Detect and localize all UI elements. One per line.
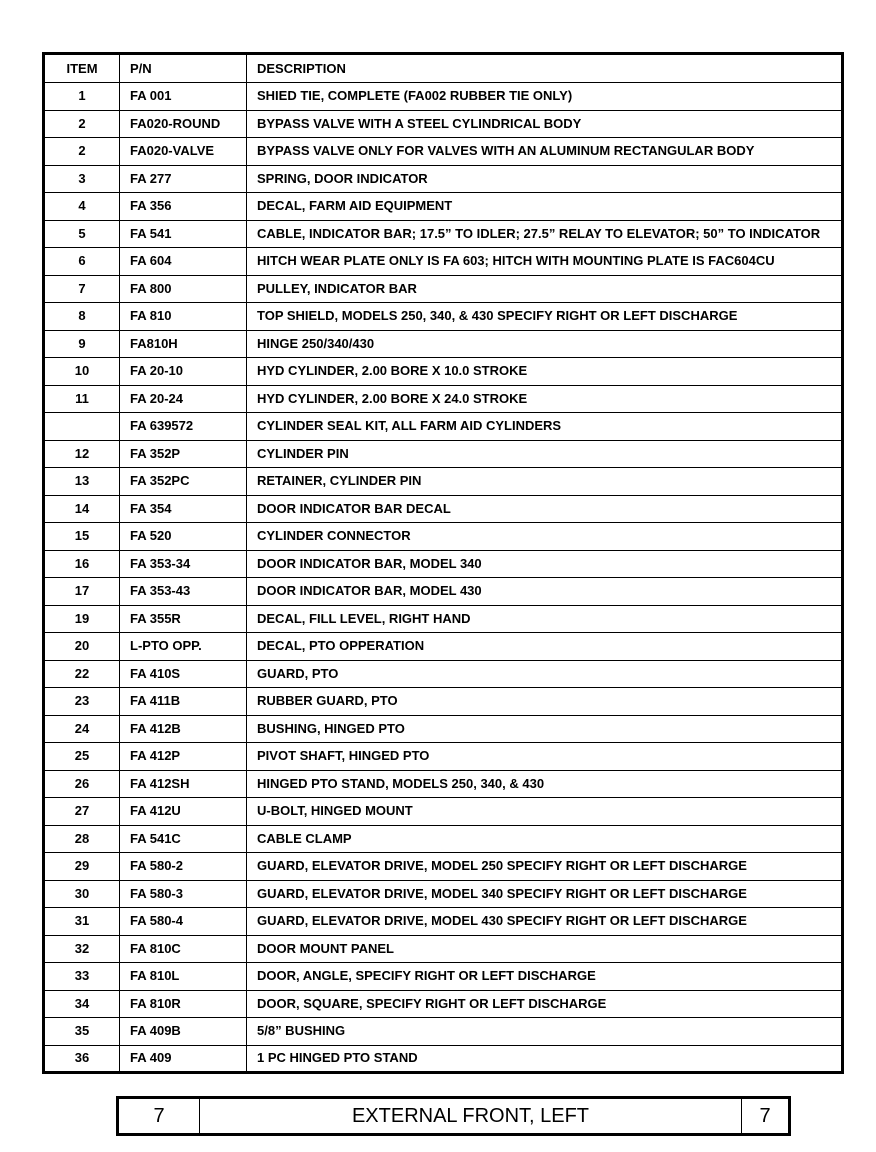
item-cell: 4 xyxy=(44,193,120,221)
item-cell: 22 xyxy=(44,660,120,688)
description-cell: CYLINDER SEAL KIT, ALL FARM AID CYLINDERS xyxy=(247,413,843,441)
pn-cell: FA 352PC xyxy=(120,468,247,496)
pn-cell: FA 810L xyxy=(120,963,247,991)
description-cell: SHIED TIE, COMPLETE (FA002 RUBBER TIE ONLY) xyxy=(247,83,843,111)
table-row xyxy=(44,633,843,661)
item-cell xyxy=(44,413,120,441)
item-cell: 15 xyxy=(44,523,120,551)
table-row xyxy=(44,413,843,441)
table-row xyxy=(44,605,843,633)
description-cell: DOOR, ANGLE, SPECIFY RIGHT OR LEFT DISCHARGE xyxy=(247,963,843,991)
item-cell: 9 xyxy=(44,330,120,358)
item-cell: 23 xyxy=(44,688,120,716)
description-cell: TOP SHIELD, MODELS 250, 340, & 430 SPECIFY RIGHT OR LEFT DISCHARGE xyxy=(247,303,843,331)
table-row xyxy=(44,550,843,578)
table-row xyxy=(44,358,843,386)
table-row xyxy=(44,908,843,936)
item-cell: 17 xyxy=(44,578,120,606)
item-cell: 33 xyxy=(44,963,120,991)
table-row xyxy=(44,110,843,138)
pn-cell: FA 639572 xyxy=(120,413,247,441)
pn-cell: FA 810R xyxy=(120,990,247,1018)
description-cell: BUSHING, HINGED PTO xyxy=(247,715,843,743)
header-pn: P/N xyxy=(120,54,247,83)
description-cell: HYD CYLINDER, 2.00 BORE X 24.0 STROKE xyxy=(247,385,843,413)
table-row xyxy=(44,138,843,166)
description-cell: DECAL, FILL LEVEL, RIGHT HAND xyxy=(247,605,843,633)
pn-cell: FA 411B xyxy=(120,688,247,716)
header-row xyxy=(44,54,843,83)
item-cell: 30 xyxy=(44,880,120,908)
table-row xyxy=(44,935,843,963)
footer-page-right: 7 xyxy=(742,1098,790,1135)
item-cell: 34 xyxy=(44,990,120,1018)
table-row xyxy=(44,495,843,523)
table-row xyxy=(44,715,843,743)
header-item: ITEM xyxy=(44,54,120,83)
pn-cell: FA 810 xyxy=(120,303,247,331)
description-cell: 1 PC HINGED PTO STAND xyxy=(247,1045,843,1073)
item-cell: 27 xyxy=(44,798,120,826)
item-cell: 5 xyxy=(44,220,120,248)
pn-cell: FA 353-43 xyxy=(120,578,247,606)
parts-table xyxy=(42,52,844,1074)
table-row xyxy=(44,523,843,551)
item-cell: 12 xyxy=(44,440,120,468)
description-cell: U-BOLT, HINGED MOUNT xyxy=(247,798,843,826)
item-cell: 2 xyxy=(44,138,120,166)
description-cell: CABLE CLAMP xyxy=(247,825,843,853)
table-row xyxy=(44,83,843,111)
pn-cell: FA020-ROUND xyxy=(120,110,247,138)
item-cell: 3 xyxy=(44,165,120,193)
item-cell: 28 xyxy=(44,825,120,853)
pn-cell: FA 810C xyxy=(120,935,247,963)
table-row xyxy=(44,990,843,1018)
item-cell: 32 xyxy=(44,935,120,963)
table-row xyxy=(44,440,843,468)
description-cell: HINGE 250/340/430 xyxy=(247,330,843,358)
pn-cell: FA 410S xyxy=(120,660,247,688)
description-cell: DOOR INDICATOR BAR DECAL xyxy=(247,495,843,523)
pn-cell: FA 409B xyxy=(120,1018,247,1046)
description-cell: PULLEY, INDICATOR BAR xyxy=(247,275,843,303)
pn-cell: FA 580-2 xyxy=(120,853,247,881)
description-cell: BYPASS VALVE ONLY FOR VALVES WITH AN ALUMINUM RECTANGULAR BODY xyxy=(247,138,843,166)
description-cell: RETAINER, CYLINDER PIN xyxy=(247,468,843,496)
table-row xyxy=(44,330,843,358)
description-cell: DECAL, PTO OPPERATION xyxy=(247,633,843,661)
table-row xyxy=(44,193,843,221)
pn-cell: FA 277 xyxy=(120,165,247,193)
item-cell: 36 xyxy=(44,1045,120,1073)
table-row xyxy=(44,1045,843,1073)
pn-cell: FA 356 xyxy=(120,193,247,221)
pn-cell: FA 541C xyxy=(120,825,247,853)
description-cell: CYLINDER CONNECTOR xyxy=(247,523,843,551)
item-cell: 2 xyxy=(44,110,120,138)
description-cell: CYLINDER PIN xyxy=(247,440,843,468)
pn-cell: FA 353-34 xyxy=(120,550,247,578)
header-description: DESCRIPTION xyxy=(247,54,843,83)
table-row xyxy=(44,385,843,413)
description-cell: GUARD, ELEVATOR DRIVE, MODEL 250 SPECIFY RIGHT OR LEFT DISCHARGE xyxy=(247,853,843,881)
pn-cell: FA 354 xyxy=(120,495,247,523)
item-cell: 26 xyxy=(44,770,120,798)
pn-cell: FA 355R xyxy=(120,605,247,633)
pn-cell: FA 412B xyxy=(120,715,247,743)
description-cell: DECAL, FARM AID EQUIPMENT xyxy=(247,193,843,221)
item-cell: 25 xyxy=(44,743,120,771)
pn-cell: FA 580-4 xyxy=(120,908,247,936)
table-row xyxy=(44,853,843,881)
item-cell: 29 xyxy=(44,853,120,881)
item-cell: 6 xyxy=(44,248,120,276)
item-cell: 24 xyxy=(44,715,120,743)
description-cell: DOOR INDICATOR BAR, MODEL 340 xyxy=(247,550,843,578)
table-row xyxy=(44,963,843,991)
item-cell: 16 xyxy=(44,550,120,578)
pn-cell: FA 412U xyxy=(120,798,247,826)
footer-page-left: 7 xyxy=(118,1098,200,1135)
pn-cell: FA 541 xyxy=(120,220,247,248)
pn-cell: FA 412P xyxy=(120,743,247,771)
pn-cell: FA 352P xyxy=(120,440,247,468)
pn-cell: FA 001 xyxy=(120,83,247,111)
table-row xyxy=(44,578,843,606)
item-cell: 13 xyxy=(44,468,120,496)
pn-cell: FA 800 xyxy=(120,275,247,303)
pn-cell: FA810H xyxy=(120,330,247,358)
description-cell: HINGED PTO STAND, MODELS 250, 340, & 430 xyxy=(247,770,843,798)
pn-cell: FA 580-3 xyxy=(120,880,247,908)
table-row xyxy=(44,275,843,303)
table-row xyxy=(44,770,843,798)
table-row xyxy=(44,743,843,771)
pn-cell: FA 604 xyxy=(120,248,247,276)
pn-cell: FA 409 xyxy=(120,1045,247,1073)
description-cell: HITCH WEAR PLATE ONLY IS FA 603; HITCH WITH MOUNTING PLATE IS FAC604CU xyxy=(247,248,843,276)
item-cell: 8 xyxy=(44,303,120,331)
description-cell: CABLE, INDICATOR BAR; 17.5” TO IDLER; 27.5” RELAY TO ELEVATOR; 50” TO INDICATOR xyxy=(247,220,843,248)
item-cell: 35 xyxy=(44,1018,120,1046)
pn-cell: L-PTO OPP. xyxy=(120,633,247,661)
item-cell: 10 xyxy=(44,358,120,386)
item-cell: 1 xyxy=(44,83,120,111)
table-row xyxy=(44,1018,843,1046)
description-cell: 5/8” BUSHING xyxy=(247,1018,843,1046)
description-cell: GUARD, PTO xyxy=(247,660,843,688)
table-row xyxy=(44,880,843,908)
item-cell: 14 xyxy=(44,495,120,523)
table-row xyxy=(44,248,843,276)
description-cell: HYD CYLINDER, 2.00 BORE X 10.0 STROKE xyxy=(247,358,843,386)
table-row xyxy=(44,688,843,716)
item-cell: 19 xyxy=(44,605,120,633)
description-cell: DOOR, SQUARE, SPECIFY RIGHT OR LEFT DISCHARGE xyxy=(247,990,843,1018)
table-row xyxy=(44,165,843,193)
footer-title: EXTERNAL FRONT, LEFT xyxy=(200,1098,742,1135)
description-cell: RUBBER GUARD, PTO xyxy=(247,688,843,716)
item-cell: 7 xyxy=(44,275,120,303)
description-cell: GUARD, ELEVATOR DRIVE, MODEL 430 SPECIFY RIGHT OR LEFT DISCHARGE xyxy=(247,908,843,936)
item-cell: 20 xyxy=(44,633,120,661)
description-cell: GUARD, ELEVATOR DRIVE, MODEL 340 SPECIFY RIGHT OR LEFT DISCHARGE xyxy=(247,880,843,908)
table-row xyxy=(44,798,843,826)
description-cell: SPRING, DOOR INDICATOR xyxy=(247,165,843,193)
description-cell: PIVOT SHAFT, HINGED PTO xyxy=(247,743,843,771)
item-cell: 11 xyxy=(44,385,120,413)
item-cell: 31 xyxy=(44,908,120,936)
table-row xyxy=(44,220,843,248)
pn-cell: FA 20-24 xyxy=(120,385,247,413)
pn-cell: FA 20-10 xyxy=(120,358,247,386)
pn-cell: FA 412SH xyxy=(120,770,247,798)
description-cell: BYPASS VALVE WITH A STEEL CYLINDRICAL BODY xyxy=(247,110,843,138)
page-footer xyxy=(116,1096,791,1136)
table-row xyxy=(44,660,843,688)
pn-cell: FA020-VALVE xyxy=(120,138,247,166)
description-cell: DOOR INDICATOR BAR, MODEL 430 xyxy=(247,578,843,606)
table-row xyxy=(44,303,843,331)
table-row xyxy=(44,825,843,853)
table-row xyxy=(44,468,843,496)
pn-cell: FA 520 xyxy=(120,523,247,551)
description-cell: DOOR MOUNT PANEL xyxy=(247,935,843,963)
parts-table-body xyxy=(44,83,843,1073)
